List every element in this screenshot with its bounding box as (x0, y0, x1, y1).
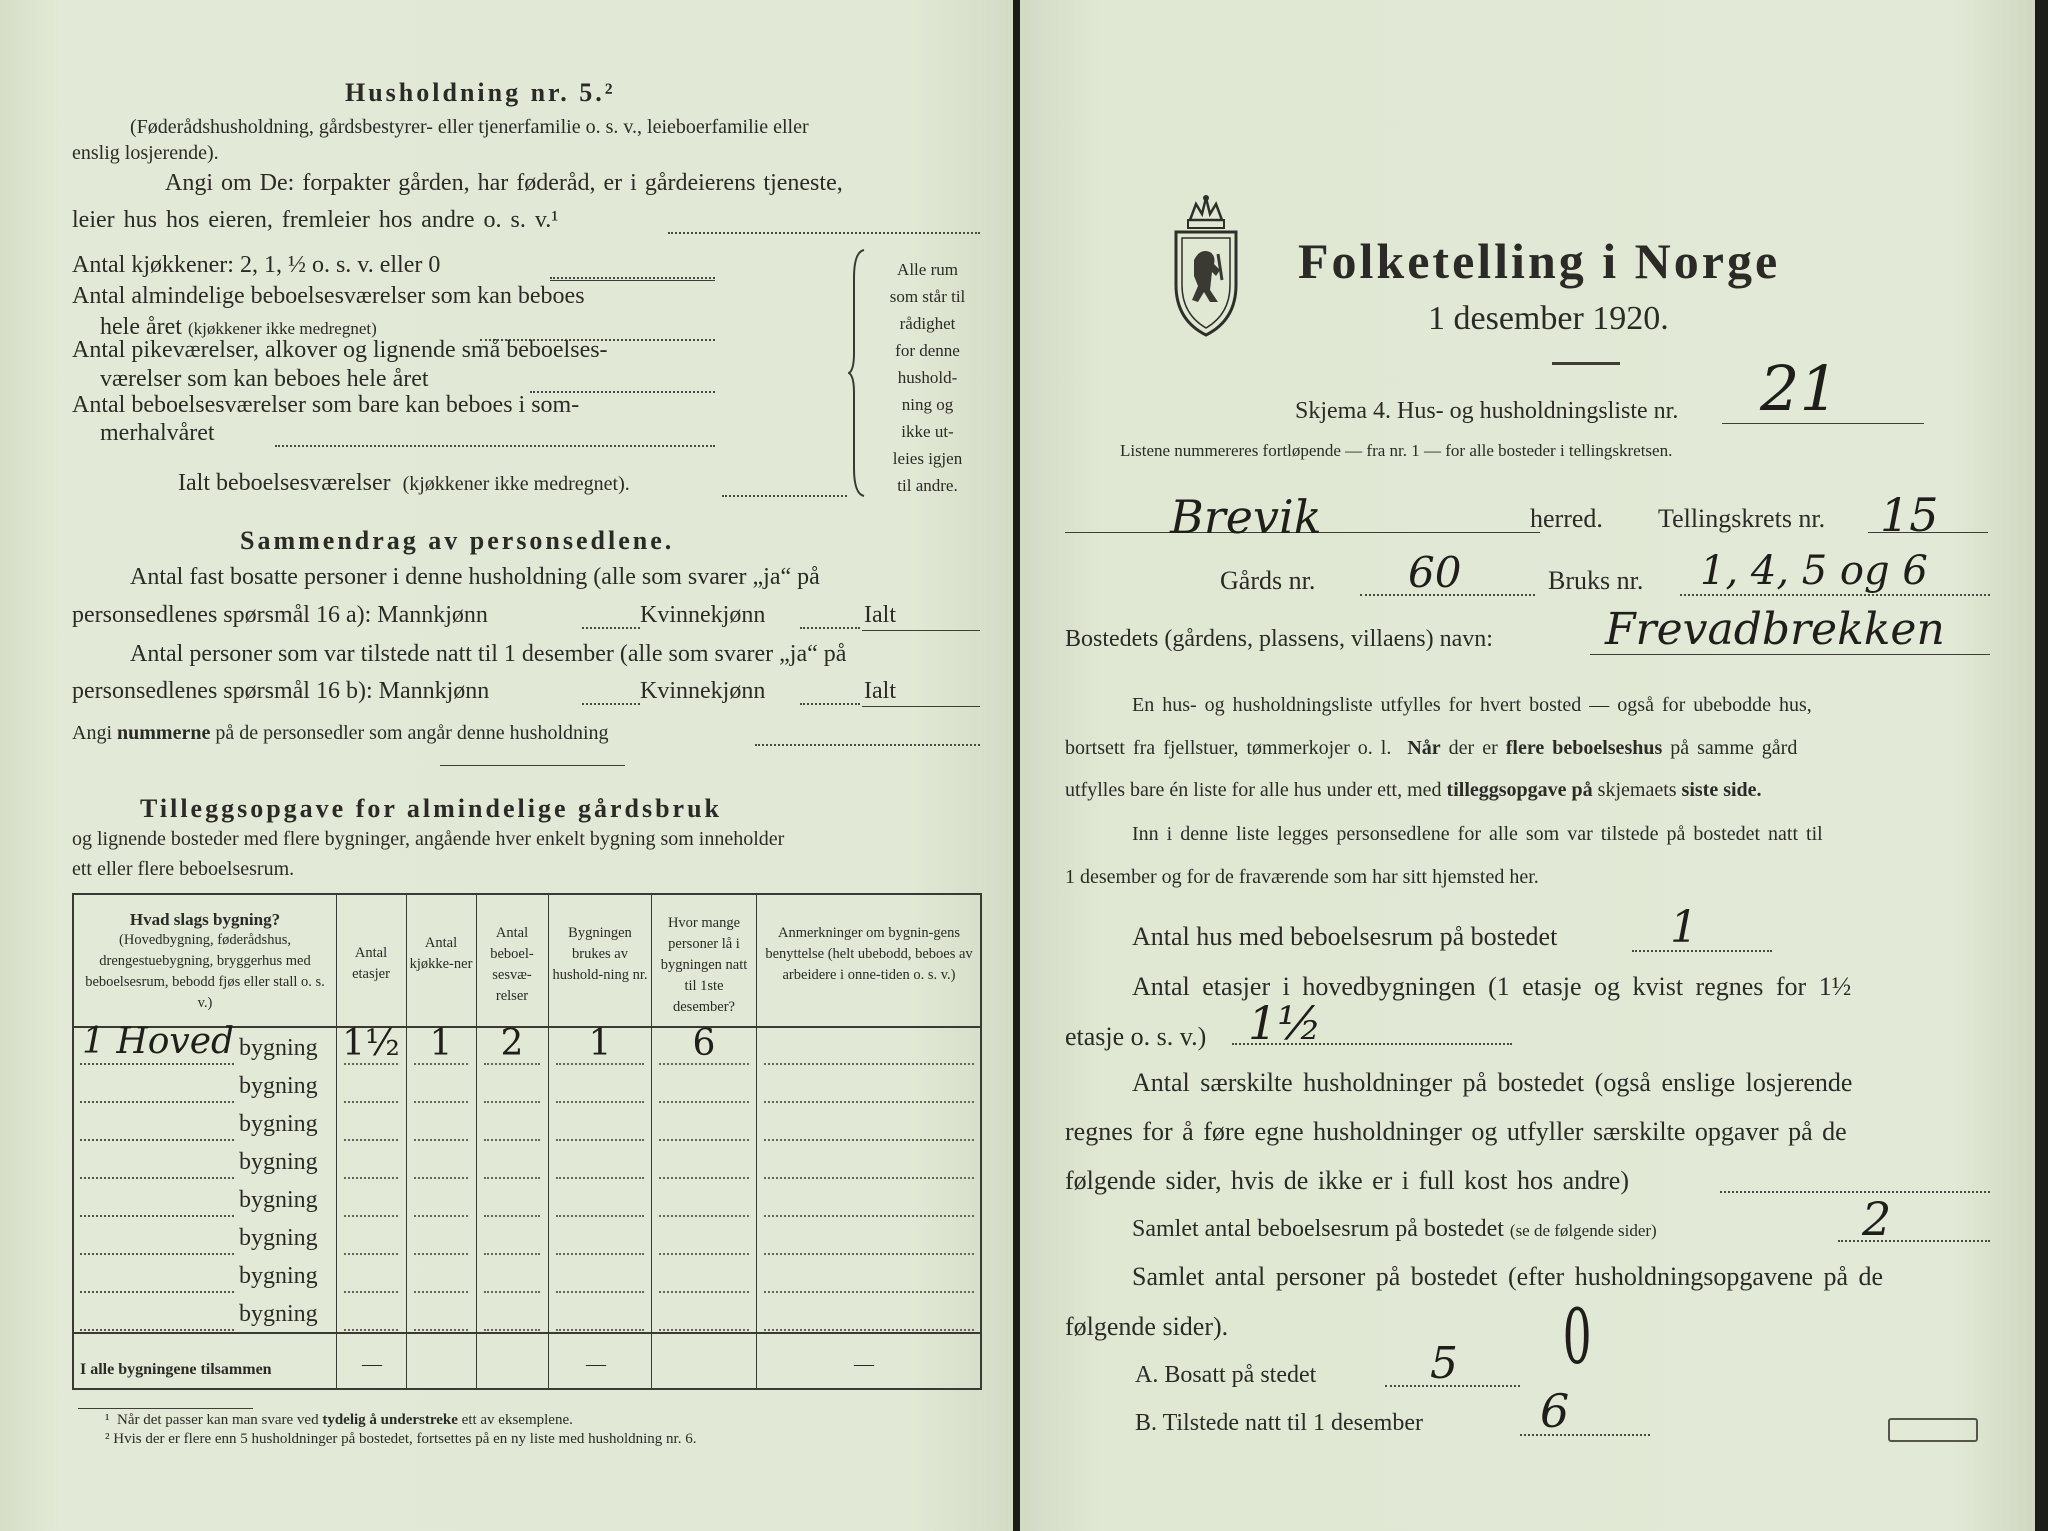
household-field[interactable] (556, 1291, 644, 1293)
remarks-field[interactable] (764, 1177, 974, 1179)
resident-female-field[interactable] (800, 627, 860, 629)
section-divider (440, 765, 625, 766)
building-type-field[interactable] (80, 1101, 234, 1103)
household-intro-line-1: (Føderådshusholdning, gårdsbestyrer- eller tjenerfamilie o. s. v., leieboerfamilie eller (130, 116, 809, 138)
table-row (74, 1069, 980, 1107)
angi-answer-line[interactable] (668, 232, 980, 234)
instruction-line-2: bortsett fra fjellstuer, tømmerkojer o. l. Når der er flere beboelseshus på samme gård (1065, 737, 1798, 759)
rooms-field[interactable] (484, 1139, 540, 1141)
building-type-field[interactable] (80, 1291, 234, 1293)
bleed-through (1440, 75, 1451, 107)
bruks-value: 1, 4, 5 og 6 (1700, 548, 1928, 594)
persons-field[interactable] (659, 1291, 749, 1293)
building-table (72, 893, 982, 1390)
kitchens-label: Antal kjøkkener: 2, 1, ½ o. s. v. eller 0 (72, 252, 441, 278)
summer-rooms-label-2: merhalvåret (100, 420, 215, 446)
present-value: 6 (1540, 1384, 1570, 1438)
persons-label-2: følgende sider). (1065, 1312, 1229, 1341)
rooms-field[interactable] (484, 1215, 540, 1217)
footnote-rule (78, 1408, 253, 1409)
maid-rooms-label-2: værelser som kan beboes hele året (100, 366, 429, 392)
household-field[interactable] (556, 1177, 644, 1179)
person-numbers-label: Angi nummerne på de personsedler som angår denne husholdning (72, 722, 609, 744)
resident-male-field[interactable] (582, 627, 640, 629)
col-building-type: Hvad slags bygning? (Hovedbygning, føderådshus, drengestuebygning, bryggerhus med beboelsesrum, bebodd fjøs eller stall o. s. v.) (85, 910, 325, 1011)
rooms-value: 2 (500, 1023, 524, 1064)
building-type-field[interactable] (80, 1215, 234, 1217)
table-row (74, 1021, 980, 1069)
rooms-field[interactable] (484, 1101, 540, 1103)
bosted-value: Frevadbrekken (1605, 604, 1945, 655)
floors-field[interactable] (344, 1101, 398, 1103)
schema-value: 21 (1760, 352, 1839, 425)
instruction-line-3: utfylles bare én liste for alle hus under ett, med tilleggsopgave på skjemaets siste side. (1065, 779, 1762, 801)
building-row-label: bygning (239, 1149, 318, 1175)
rooms-total-field[interactable] (1838, 1240, 1990, 1242)
rooms-brace-icon (848, 248, 868, 498)
building-row-label: bygning (239, 1263, 318, 1289)
household-field[interactable] (556, 1101, 644, 1103)
total-household: — (586, 1353, 606, 1375)
krets-label: Tellingskrets nr. (1658, 504, 1826, 533)
kitchens-underline (550, 280, 715, 281)
rooms-total-value: 2 (1862, 1192, 1892, 1246)
household-field[interactable] (556, 1215, 644, 1217)
col-floors: Antal etasjer (352, 945, 390, 982)
building-row-label: bygning (239, 1035, 318, 1061)
bruks-label: Bruks nr. (1548, 566, 1644, 595)
total-rooms-label: Ialt beboelsesværelser (kjøkkener ikke medregnet). (178, 470, 630, 496)
persons-field[interactable] (659, 1139, 749, 1141)
left-page (0, 0, 1013, 1531)
printer-stamp-icon (1888, 1418, 1978, 1442)
building-type-field[interactable] (80, 1329, 234, 1331)
houses-value: 1 (1670, 902, 1698, 953)
col-remarks: Anmerkninger om bygnin-gens benyttelse (helt ubebodd, beboes av arbeidere i onne-tiden o. s. v.) (765, 925, 973, 983)
col-persons: Hvor mange personer lå i bygningen natt til 1ste desember? (660, 915, 748, 1015)
floors-field[interactable] (344, 1215, 398, 1217)
ordinary-rooms-label-2: hele året (kjøkkener ikke medregnet) (100, 314, 377, 340)
households-label-1: Antal særskilte husholdninger på bostedet (også enslige losjerende (1132, 1068, 1853, 1097)
persons-value: 6 (692, 1023, 716, 1064)
building-type-value: 1 Hoved (82, 1021, 235, 1062)
building-type-field[interactable] (80, 1139, 234, 1141)
total-remarks: — (854, 1353, 874, 1375)
remarks-field[interactable] (764, 1139, 974, 1141)
persons-field[interactable] (659, 1101, 749, 1103)
herred-value: Brevik (1170, 490, 1322, 544)
building-row-label: bygning (239, 1225, 318, 1251)
col-household: Bygningen brukes av hushold-ning nr. (552, 925, 648, 983)
kitchens-value: 1 (429, 1023, 453, 1064)
present-total-label: Ialt (864, 678, 896, 704)
floors-field[interactable] (344, 1177, 398, 1179)
side-note: Alle rum som står til rådighet for denne hushold- ning og ikke ut- leies igjen til andre. (889, 260, 966, 495)
angi-line-1: Angi om De: forpakter gården, har føderåd, er i gårdeierens tjeneste, (165, 170, 843, 196)
kitchens-field[interactable] (550, 277, 715, 279)
floors-field[interactable] (344, 1139, 398, 1141)
houses-field[interactable] (1632, 950, 1772, 952)
kitchens-field[interactable] (414, 1253, 468, 1255)
persons-field[interactable] (659, 1177, 749, 1179)
present-total-field[interactable] (862, 706, 980, 707)
present-label-1: Antal personer som var tilstede natt til 1 desember (alle som svarer „ja“ på (130, 641, 847, 667)
total-rooms-field[interactable] (722, 495, 847, 497)
household-field[interactable] (556, 1253, 644, 1255)
household-title: Husholdning nr. 5.² (345, 78, 616, 107)
households-label-2: regnes for å føre egne husholdninger og utfyller særskilte opgaver på de (1065, 1117, 1847, 1146)
table-row (74, 1183, 980, 1221)
floors-value: 1½ (342, 1023, 400, 1064)
rooms-field[interactable] (484, 1177, 540, 1179)
census-title: Folketelling i Norge (1298, 233, 1781, 289)
remarks-field[interactable] (764, 1329, 974, 1331)
coat-of-arms-icon (1170, 190, 1242, 340)
supplement-text-2: ett eller flere beboelsesrum. (72, 858, 295, 880)
resident-label-1: Antal fast bosatte personer i denne husholdning (alle som svarer „ja“ på (130, 564, 820, 590)
floors-field[interactable] (344, 1329, 398, 1331)
building-type-field[interactable] (80, 1253, 234, 1255)
summer-rooms-field[interactable] (275, 445, 715, 447)
rooms-field[interactable] (484, 1253, 540, 1255)
kitchens-field[interactable] (414, 1139, 468, 1141)
resident-total-field[interactable] (862, 630, 980, 631)
person-numbers-field[interactable] (755, 744, 980, 746)
kitchens-field[interactable] (414, 1329, 468, 1331)
table-row (74, 1221, 980, 1259)
title-rule (1552, 362, 1620, 365)
right-page (1020, 0, 2035, 1531)
rooms-field[interactable] (484, 1291, 540, 1293)
summer-rooms-label-1: Antal beboelsesværelser som bare kan beboes i som- (72, 392, 580, 418)
bosted-label: Bostedets (gårdens, plassens, villaens) navn: (1065, 626, 1493, 652)
present-female-field[interactable] (800, 703, 860, 705)
building-row-label: bygning (239, 1111, 318, 1137)
floors-field[interactable] (344, 1291, 398, 1293)
remarks-field[interactable] (764, 1101, 974, 1103)
building-row-label: bygning (239, 1301, 318, 1327)
building-type-field[interactable] (80, 1177, 234, 1179)
household-field[interactable] (556, 1329, 644, 1331)
instruction-line-5: 1 desember og for de fraværende som har sitt hjemsted her. (1065, 866, 1539, 888)
kitchens-field[interactable] (414, 1291, 468, 1293)
persons-field[interactable] (659, 1215, 749, 1217)
resident-label: A. Bosatt på stedet (1135, 1362, 1317, 1388)
persons-field[interactable] (659, 1253, 749, 1255)
total-floors: — (362, 1353, 382, 1375)
persons-label-1: Samlet antal personer på bostedet (efter husholdningsopgavene på de (1132, 1262, 1884, 1291)
schema-label: Skjema 4. Hus- og husholdningsliste nr. (1295, 398, 1679, 424)
instruction-line-4: Inn i denne liste legges personsedlene for alle som var tilstede på bostedet natt til (1132, 823, 1823, 845)
footnote-2: ² Hvis der er flere enn 5 husholdninger på bostedet, fortsettes på en ny liste med husholdning nr. 6. (105, 1431, 697, 1447)
persons-field[interactable] (659, 1329, 749, 1331)
households-label-3: følgende sider, hvis de ikke er i full kost hos andre) (1065, 1166, 1629, 1195)
kitchens-field[interactable] (414, 1101, 468, 1103)
remarks-field[interactable] (764, 1215, 974, 1217)
col-kitchens: Antal kjøkke-ner (409, 935, 473, 972)
household-intro-line-2: enslig losjerende). (72, 142, 219, 164)
col-rooms: Antal beboel-sesvæ-relser (490, 925, 534, 1004)
maid-rooms-label-1: Antal pikeværelser, alkover og lignende små beboelses- (72, 337, 608, 363)
household-field[interactable] (556, 1139, 644, 1141)
remarks-field[interactable] (764, 1253, 974, 1255)
remarks-field[interactable] (764, 1063, 974, 1065)
present-label-2: personsedlenes spørsmål 16 b): Mannkjønn (72, 678, 490, 704)
instruction-line-1: En hus- og husholdningsliste utfylles for hvert bosted — også for ubebodde hus, (1132, 694, 1812, 716)
table-row (74, 1259, 980, 1297)
rooms-total-label: Samlet antal beboelsesrum på bostedet (se de følgende sider) (1132, 1216, 1657, 1242)
table-row (74, 1107, 980, 1145)
resident-label-2: personsedlenes spørsmål 16 a): Mannkjønn (72, 602, 488, 628)
present-male-field[interactable] (582, 703, 640, 705)
building-row-label: bygning (239, 1187, 318, 1213)
summary-heading: Sammendrag av personsedlene. (240, 526, 675, 555)
herred-label: herred. (1530, 504, 1603, 533)
kitchens-field[interactable] (414, 1177, 468, 1179)
kitchens-field[interactable] (414, 1215, 468, 1217)
persons-bracket-value: 0 (1562, 1292, 1592, 1381)
building-type-field[interactable] (80, 1063, 234, 1065)
numbering-note: Listene nummereres fortløpende — fra nr. 1 — for alle bosteder i tellingskretsen. (1120, 441, 1673, 460)
ordinary-rooms-label-1: Antal almindelige beboelsesværelser som kan beboes (72, 283, 585, 309)
supplement-text-1: og lignende bosteder med flere bygninger, angående hver enkelt bygning som inneholder (72, 828, 785, 850)
resident-female-label: Kvinnekjønn (640, 602, 766, 628)
gards-label: Gårds nr. (1220, 566, 1316, 595)
angi-line-2: leier hus hos eieren, fremleier hos andre o. s. v.¹ (72, 207, 559, 233)
resident-value: 5 (1430, 1338, 1458, 1389)
remarks-field[interactable] (764, 1291, 974, 1293)
rooms-field[interactable] (484, 1329, 540, 1331)
krets-value: 15 (1880, 488, 1939, 542)
supplement-heading: Tilleggsopgave for almindelige gårdsbruk (140, 794, 723, 823)
resident-total-label: Ialt (864, 602, 896, 628)
building-row-label: bygning (239, 1073, 318, 1099)
floors-value: 1½ (1248, 996, 1322, 1050)
census-date: 1 desember 1920. (1428, 300, 1669, 337)
houses-label: Antal hus med beboelsesrum på bostedet (1132, 922, 1558, 951)
households-field[interactable] (1720, 1191, 1990, 1193)
floors-label-1: Antal etasjer i hovedbygningen (1 etasje og kvist regnes for 1½ (1132, 972, 1852, 1001)
table-row (74, 1145, 980, 1183)
present-female-label: Kvinnekjønn (640, 678, 766, 704)
present-label: B. Tilstede natt til 1 desember (1135, 1410, 1423, 1436)
floors-field[interactable] (344, 1253, 398, 1255)
gards-value: 60 (1408, 548, 1462, 597)
table-total-label: I alle bygningene tilsammen (80, 1361, 272, 1378)
household-value: 1 (588, 1023, 612, 1064)
floors-label-2: etasje o. s. v.) (1065, 1022, 1207, 1051)
bruks-field[interactable] (1680, 594, 1990, 596)
table-row (74, 1297, 980, 1335)
footnote-1: ¹ Når det passer kan man svare ved tydelig å understreke ett av eksemplene. (105, 1412, 573, 1428)
